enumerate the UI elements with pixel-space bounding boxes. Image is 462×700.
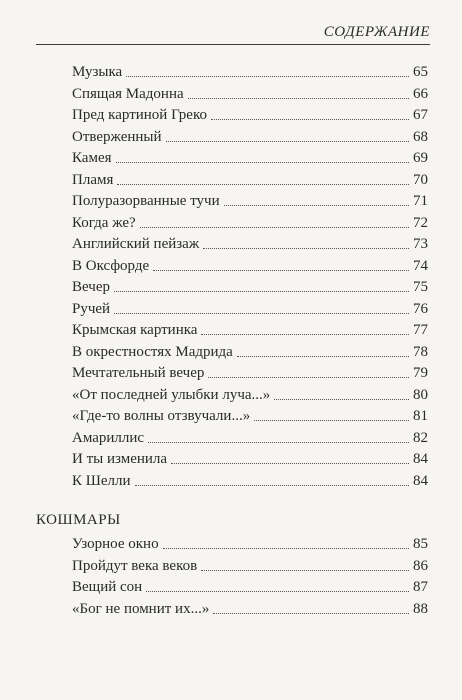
toc-entry-title: Когда же? <box>72 214 136 231</box>
toc-entry-page: 88 <box>413 600 428 617</box>
toc-entry-page: 81 <box>413 408 428 424</box>
toc-entry-title: Вещий сон <box>72 579 143 595</box>
toc-entry-page: 73 <box>413 236 428 252</box>
toc-entry-page: 78 <box>413 343 428 360</box>
dot-leader <box>201 570 409 571</box>
dot-leader <box>153 270 409 271</box>
toc-entry-title: Мечтательный вечер <box>72 365 205 381</box>
toc-entry-title: Вечер <box>72 279 110 295</box>
toc-entry-title: Спящая Мадонна <box>72 85 184 102</box>
dot-leader <box>114 313 409 314</box>
toc-entry-title: Пламя <box>72 171 114 188</box>
dot-leader <box>201 334 409 335</box>
dot-leader <box>237 356 409 357</box>
toc-entry-title: Ручей <box>72 300 111 317</box>
toc-entry-title: В окрестностях Мадрида <box>72 343 233 360</box>
page-title: СОДЕРЖАНИЕ <box>323 24 430 40</box>
toc-entry[interactable] <box>72 58 428 80</box>
toc-entry-page: 69 <box>413 150 428 166</box>
toc-entry[interactable] <box>72 530 428 552</box>
toc-entry-page: 85 <box>413 536 428 552</box>
toc-entry[interactable] <box>72 595 428 617</box>
dot-leader <box>188 98 409 99</box>
toc-entry-title: «Где-то волны отзвучали...» <box>72 408 251 424</box>
dot-leader <box>171 463 409 464</box>
toc-entry-page: 79 <box>413 365 428 381</box>
toc-entry[interactable] <box>72 209 428 231</box>
toc-entry-page: 70 <box>413 171 428 188</box>
toc-entry-title: «От последней улыбки луча...» <box>72 386 271 403</box>
page-header <box>36 18 430 45</box>
toc-entry-page: 68 <box>413 128 428 145</box>
toc-entry-page: 86 <box>413 557 428 574</box>
toc-entry[interactable] <box>72 424 428 446</box>
toc-entry[interactable] <box>72 316 428 338</box>
dot-leader <box>213 613 409 614</box>
dot-leader <box>211 119 409 120</box>
toc-entry-page: 72 <box>413 214 428 231</box>
toc-entry[interactable] <box>72 402 428 424</box>
toc-entry[interactable] <box>72 273 428 295</box>
toc-entry-page: 71 <box>413 193 428 209</box>
toc-entry[interactable] <box>72 359 428 381</box>
toc-entry[interactable] <box>72 187 428 209</box>
toc-entry-title: Английский пейзаж <box>72 236 200 252</box>
dot-leader <box>203 248 409 249</box>
dot-leader <box>274 399 409 400</box>
dot-leader <box>126 76 409 77</box>
dot-leader <box>224 205 409 206</box>
toc-entry-title: Узорное окно <box>72 536 159 552</box>
toc-entry-title: Амариллис <box>72 429 145 446</box>
toc-entry[interactable] <box>72 144 428 166</box>
toc-entry[interactable] <box>72 573 428 595</box>
dot-leader <box>166 141 409 142</box>
toc-entry-title: Пройдут века веков <box>72 557 198 574</box>
dot-leader <box>254 420 409 421</box>
dot-leader <box>114 291 409 292</box>
toc-entry-title: Отверженный <box>72 128 162 145</box>
dot-leader <box>148 442 409 443</box>
dot-leader <box>116 162 409 163</box>
toc-entry-title: Полуразорванные тучи <box>72 193 220 209</box>
dot-leader <box>135 485 409 486</box>
toc-entry-page: 84 <box>413 472 428 489</box>
dot-leader <box>117 184 409 185</box>
toc-entry[interactable] <box>72 445 428 467</box>
toc-entry-page: 76 <box>413 300 428 317</box>
toc-entry[interactable] <box>72 467 428 489</box>
toc-entry-page: 77 <box>413 322 428 338</box>
toc-entry[interactable] <box>72 381 428 403</box>
toc-entry[interactable] <box>72 295 428 317</box>
toc-entry-title: И ты изменила <box>72 451 168 467</box>
toc-entry-title: К Шелли <box>72 472 131 489</box>
toc-entry-title: Крымская картинка <box>72 322 198 338</box>
toc-entry[interactable] <box>72 252 428 274</box>
toc-entry[interactable] <box>72 338 428 360</box>
toc-entry-title: Камея <box>72 150 112 166</box>
toc-entry-title: Пред картиной Греко <box>72 107 207 123</box>
dot-leader <box>208 377 409 378</box>
toc-entry[interactable] <box>72 230 428 252</box>
toc-entry-title: Музыка <box>72 64 123 80</box>
toc-entry-title: «Бог не помнит их...» <box>72 600 210 617</box>
dot-leader <box>163 548 409 549</box>
toc-entry-page: 84 <box>413 451 428 467</box>
toc-entry-page: 75 <box>413 279 428 295</box>
toc-entry-title: В Оксфорде <box>72 257 150 274</box>
toc-entry[interactable] <box>72 166 428 188</box>
toc-entry-page: 66 <box>413 85 428 102</box>
toc-entry-page: 67 <box>413 107 428 123</box>
toc-entry-page: 87 <box>413 579 428 595</box>
toc-entry-page: 65 <box>413 64 428 80</box>
toc-entry-page: 74 <box>413 257 428 274</box>
toc-entry[interactable] <box>72 123 428 145</box>
toc-entry[interactable] <box>72 552 428 574</box>
toc-entry[interactable] <box>72 101 428 123</box>
section-heading: КОШМАРЫ <box>36 512 121 528</box>
toc-entry[interactable] <box>72 80 428 102</box>
toc-entry-page: 80 <box>413 386 428 403</box>
toc-entry-page: 82 <box>413 429 428 446</box>
dot-leader <box>140 227 409 228</box>
dot-leader <box>146 591 409 592</box>
